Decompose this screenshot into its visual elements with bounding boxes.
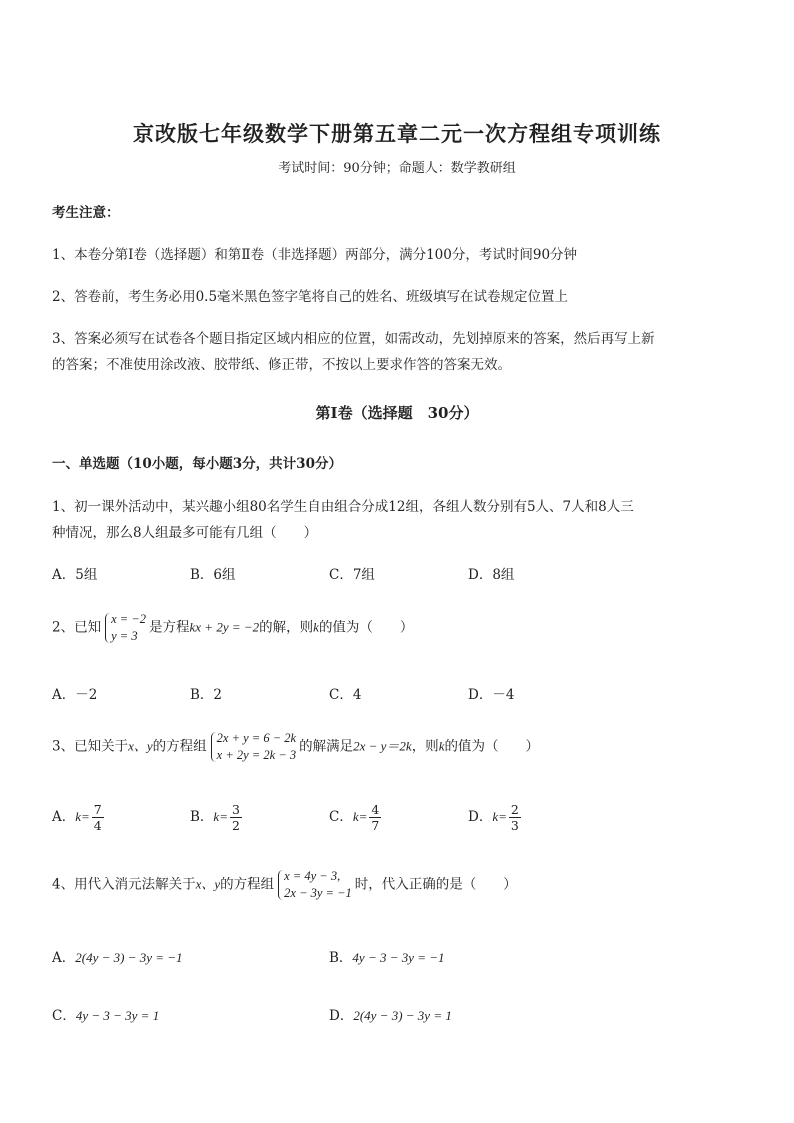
question-1-line-2: 种情况，那么8人组最多可能有几组（ ） bbox=[52, 525, 318, 541]
system-eq-2: 2x − 3y = −1 bbox=[284, 886, 352, 900]
question-3-mid: 的方程组 bbox=[152, 738, 207, 755]
option-label: A． bbox=[52, 809, 76, 825]
question-4-option-d bbox=[329, 1004, 452, 1024]
fraction-denominator: 3 bbox=[510, 818, 519, 833]
question-4-prefix: 4、用代入消元法解关于 bbox=[52, 876, 196, 893]
option-var: k= bbox=[75, 809, 90, 824]
question-2-system bbox=[104, 611, 146, 645]
option-var: k= bbox=[213, 809, 228, 824]
exam-info: 考试时间：90分钟；命题人：数学教研组 bbox=[278, 161, 516, 176]
question-3-option-d bbox=[468, 802, 521, 833]
notice-item-1: 1、本卷分第Ⅰ卷（选择题）和第Ⅱ卷（非选择题）两部分，满分100分，考试时间90分钟 bbox=[52, 247, 578, 263]
fraction-denominator: 7 bbox=[371, 818, 380, 833]
question-4-system bbox=[277, 868, 352, 902]
option-label: D． bbox=[329, 1008, 354, 1024]
question-2-option-d: D．－4 bbox=[468, 687, 515, 703]
notice-item-3: 3、答案必须写在试卷各个题目指定区域内相应的位置，如需改动，先划掉原来的答案，然后再写上新 bbox=[52, 331, 655, 347]
option-fraction bbox=[369, 802, 381, 833]
question-2-prefix: 2、已知 bbox=[52, 619, 102, 636]
question-3-option-a bbox=[52, 802, 104, 833]
question-3-suffix: ，则 bbox=[411, 738, 439, 755]
fraction-numerator: 3 bbox=[231, 802, 240, 817]
option-var: k= bbox=[352, 809, 368, 824]
question-4-end: 时，代入正确的是（ ） bbox=[354, 876, 517, 893]
option-expression: 4y − 3 − 3y = −1 bbox=[352, 950, 445, 965]
question-3-option-b bbox=[190, 802, 242, 833]
system-eq-2: y = 3 bbox=[111, 629, 138, 643]
question-2-option-c: C．4 bbox=[329, 687, 362, 703]
question-1-option-a: A．5组 bbox=[52, 567, 98, 583]
question-3-prefix: 3、已知关于 bbox=[52, 738, 129, 755]
question-4-option-a bbox=[52, 946, 183, 966]
question-1-option-b: B．6组 bbox=[190, 567, 236, 583]
system-eq-2: x + 2y = 2k − 3 bbox=[216, 748, 297, 762]
option-fraction bbox=[509, 802, 521, 833]
option-expression: 2(4y − 3) − 3y = −1 bbox=[75, 950, 183, 965]
option-label: C． bbox=[329, 809, 353, 825]
option-label: D． bbox=[468, 809, 493, 825]
notice-heading: 考生注意： bbox=[52, 205, 120, 221]
system-eq-1: x = 4y − 3, bbox=[284, 869, 341, 883]
question-3-condition: 2x − y＝2k bbox=[353, 738, 412, 754]
part-heading: 第Ⅰ卷（选择题 30分） bbox=[315, 404, 479, 422]
option-fraction bbox=[230, 802, 242, 833]
question-4 bbox=[52, 868, 517, 902]
question-2-var: k bbox=[313, 619, 319, 635]
option-expression: 4y − 3 − 3y = 1 bbox=[75, 1008, 160, 1023]
question-2-end: 的值为（ ） bbox=[318, 619, 414, 636]
fraction-numerator: 7 bbox=[93, 802, 102, 817]
fraction-numerator: 2 bbox=[510, 802, 519, 817]
question-1-line-1: 1、初一课外活动中，某兴趣小组80名学生自由组合分成12组，各组人数分别有5人、7人和8人三 bbox=[52, 499, 634, 515]
question-3-option-c bbox=[329, 802, 381, 833]
question-3-end: 的值为（ ） bbox=[444, 738, 539, 755]
notice-item-3-cont: 的答案；不准使用涂改液、胶带纸、修正带，不按以上要求作答的答案无效。 bbox=[52, 357, 511, 373]
question-3 bbox=[52, 730, 539, 764]
fraction-denominator: 2 bbox=[231, 818, 240, 833]
option-label: A． bbox=[52, 950, 76, 966]
option-expression: 2(4y − 3) − 3y = 1 bbox=[353, 1008, 452, 1023]
question-2-suffix: 的解，则 bbox=[259, 619, 314, 636]
question-3-var: k bbox=[438, 738, 445, 754]
question-4-vars: x、y bbox=[195, 876, 221, 892]
question-4-mid: 的方程组 bbox=[220, 876, 275, 893]
question-1-option-c: C．7组 bbox=[329, 567, 375, 583]
option-label: B． bbox=[329, 950, 353, 966]
system-eq-1: x = −2 bbox=[111, 612, 147, 626]
question-4-option-c bbox=[52, 1004, 159, 1024]
option-var: k= bbox=[492, 809, 507, 824]
notice-item-2: 2、答卷前，考生务必用0.5毫米黑色签字笔将自己的姓名、班级填写在试卷规定位置上 bbox=[52, 289, 569, 305]
question-2-equation: kx + 2y = −2 bbox=[189, 619, 260, 635]
option-label: B． bbox=[190, 809, 214, 825]
fraction-numerator: 4 bbox=[371, 802, 380, 817]
question-3-system bbox=[210, 730, 296, 764]
question-2-option-b: B．2 bbox=[190, 687, 223, 703]
question-4-option-b bbox=[329, 946, 445, 966]
question-2 bbox=[52, 611, 413, 645]
question-2-option-a: A．－2 bbox=[52, 687, 98, 703]
system-eq-1: 2x + y = 6 − 2k bbox=[216, 731, 297, 745]
fraction-denominator: 4 bbox=[93, 818, 102, 833]
question-3-cond-prefix: 的解满足 bbox=[299, 738, 354, 755]
question-2-mid: 是方程 bbox=[149, 619, 190, 636]
section-heading: 一、单选题（10小题，每小题3分，共计30分） bbox=[52, 456, 342, 472]
question-1-option-d: D．8组 bbox=[468, 567, 515, 583]
page-title: 京改版七年级数学下册第五章二元一次方程组专项训练 bbox=[133, 121, 661, 146]
question-3-vars: x、y bbox=[128, 738, 153, 754]
option-fraction bbox=[92, 802, 104, 833]
option-label: C． bbox=[52, 1008, 76, 1024]
